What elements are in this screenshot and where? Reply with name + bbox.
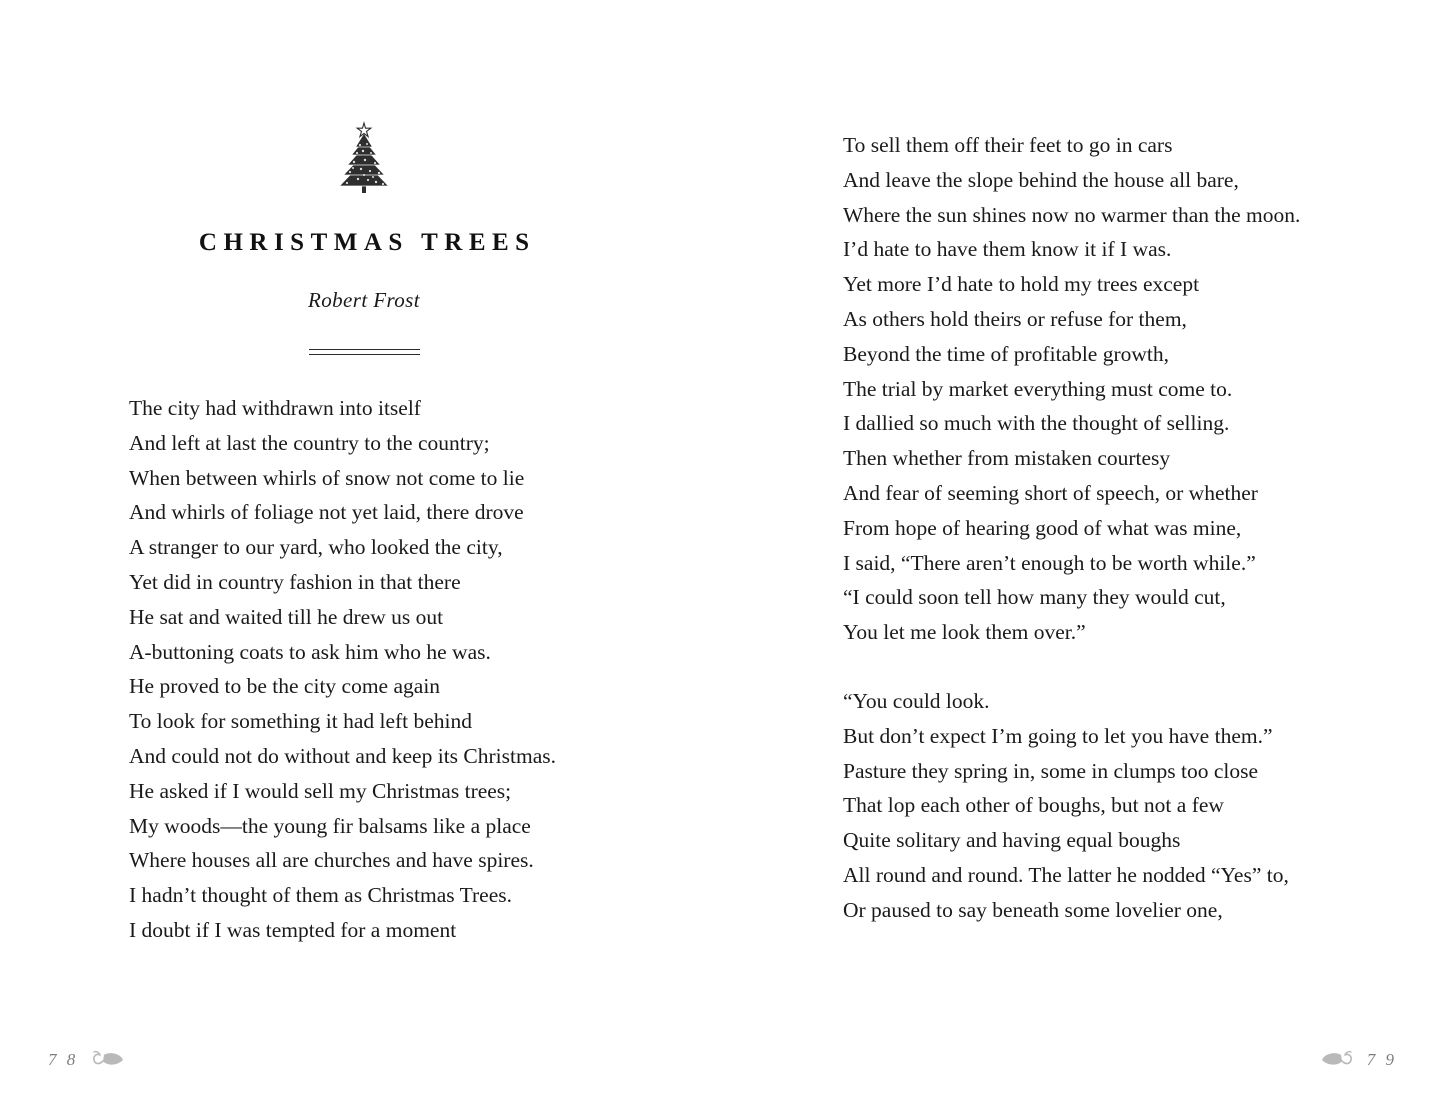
verse-line: You let me look them over.” <box>843 620 1086 645</box>
verse-line: Pasture they spring in, some in clumps too close <box>843 758 1259 783</box>
verse-line: I said, “There aren’t enough to be worth while.” <box>843 550 1256 575</box>
verse-line: The trial by market everything must come to. <box>843 376 1233 401</box>
verse-line: “You could look. <box>843 688 990 713</box>
verso-page-content <box>129 120 599 948</box>
verso-stanza <box>129 391 599 948</box>
christmas-tree-icon <box>129 120 599 198</box>
page-number: 7 9 <box>1366 1050 1397 1069</box>
verse-line: And left at last the country to the country; <box>129 430 490 455</box>
verse-line: A stranger to our yard, who looked the city, <box>129 535 503 560</box>
verse-line: And whirls of foliage not yet laid, there drove <box>129 500 524 525</box>
leaf-flourish-ornament <box>1320 1047 1354 1073</box>
verse-line: That lop each other of boughs, but not a few <box>843 793 1224 818</box>
verse-line: And could not do without and keep its Christmas. <box>129 743 556 768</box>
double-rule-divider <box>129 349 599 355</box>
verse-line: My woods––the young fir balsams like a place <box>129 813 531 838</box>
verse-line: To look for something it had left behind <box>129 709 473 734</box>
verse-line: Beyond the time of profitable growth, <box>843 341 1170 366</box>
verse-line: He proved to be the city come again <box>129 674 441 699</box>
verse-line: I doubt if I was tempted for a moment <box>129 917 457 942</box>
verse-line: The city had withdrawn into itself <box>129 396 421 420</box>
verse-line: I dallied so much with the thought of selling. <box>843 411 1230 436</box>
recto-stanza <box>843 684 1343 928</box>
verse-line: Where the sun shines now no warmer than the moon. <box>843 202 1301 227</box>
verse-line: Yet did in country fashion in that there <box>129 569 461 594</box>
verse-line: “I could soon tell how many they would cut, <box>843 585 1226 610</box>
verse-line: All round and round. The latter he nodded “Yes” to, <box>843 862 1289 887</box>
verse-line: But don’t expect I’m going to let you have them.” <box>843 723 1273 748</box>
poem-author: Robert Frost <box>308 288 420 312</box>
verse-line: To sell them off their feet to go in cars <box>843 133 1173 157</box>
verse-line: Or paused to say beneath some lovelier one, <box>843 897 1223 922</box>
verse-line: When between whirls of snow not come to lie <box>129 465 525 490</box>
verse-line: Then whether from mistaken courtesy <box>843 446 1171 471</box>
recto-footer <box>1320 1047 1397 1073</box>
verso-footer <box>48 1047 125 1073</box>
leaf-flourish-ornament <box>91 1047 125 1073</box>
verse-line: I hadn’t thought of them as Christmas Trees. <box>129 883 513 908</box>
verse-line: A-buttoning coats to ask him who he was. <box>129 639 491 664</box>
verse-line: I’d hate to have them know it if I was. <box>843 237 1172 262</box>
verse-line: He asked if I would sell my Christmas trees; <box>129 778 512 803</box>
verse-line: He sat and waited till he drew us out <box>129 604 444 629</box>
recto-page-content <box>843 128 1343 928</box>
verse-line: From hope of hearing good of what was mine, <box>843 515 1242 540</box>
page-number: 7 8 <box>48 1050 79 1069</box>
verse-line: Yet more I’d hate to hold my trees except <box>843 272 1200 297</box>
verse-line: Where houses all are churches and have spires. <box>129 848 534 873</box>
verse-line: As others hold theirs or refuse for them, <box>843 306 1187 331</box>
verse-line: And leave the slope behind the house all bare, <box>843 167 1239 192</box>
verse-line: And fear of seeming short of speech, or whether <box>843 480 1258 505</box>
recto-stanza <box>843 128 1343 650</box>
page-title: CHRISTMAS TREES <box>198 229 536 256</box>
verse-line: Quite solitary and having equal boughs <box>843 828 1181 853</box>
